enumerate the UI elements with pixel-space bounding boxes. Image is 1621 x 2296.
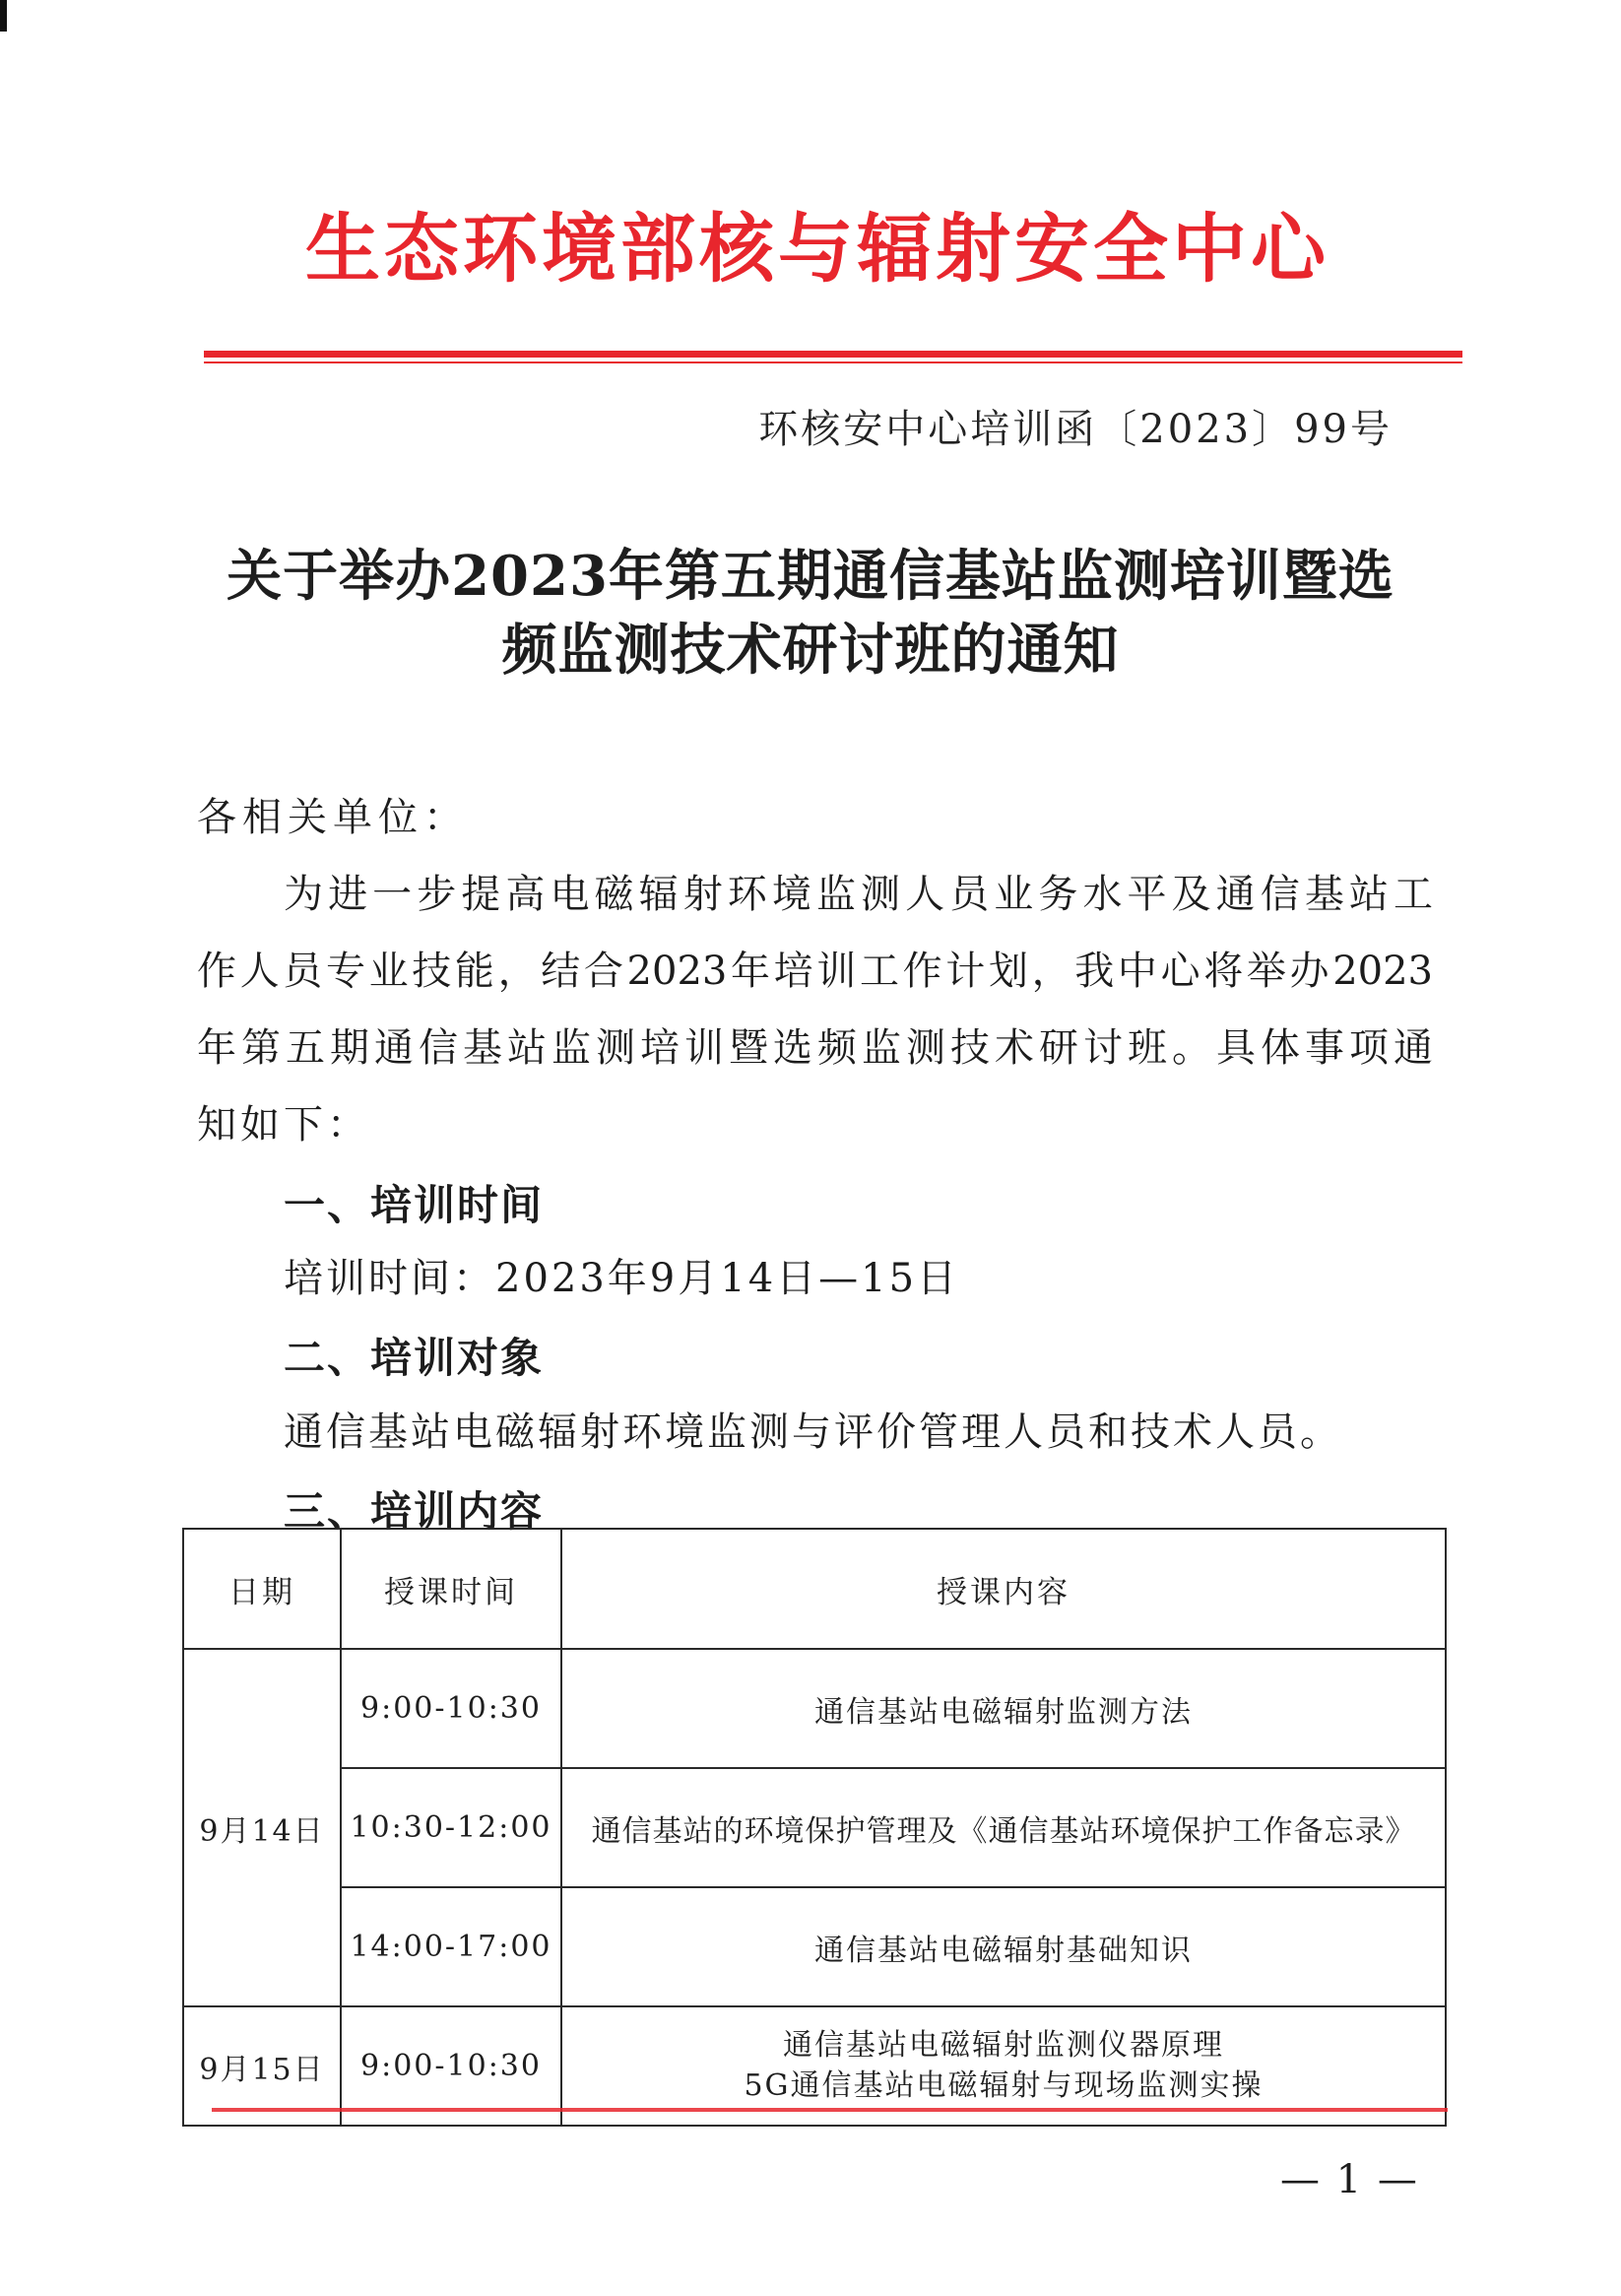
intro-line-1: 为进一步提高电磁辐射环境监测人员业务水平及通信基站工 <box>284 872 1433 917</box>
red-header-rule <box>204 351 1462 363</box>
table-row <box>183 1649 1446 1768</box>
topic-line: 通信基站电磁辐射监测仪器原理 <box>783 2028 1224 2063</box>
page-number: — 1 — <box>1280 2157 1419 2202</box>
section-content-target: 通信基站电磁辐射环境监测与评价管理人员和技术人员。 <box>284 1410 1342 1455</box>
schedule-table <box>182 1528 1447 2127</box>
section-content-time: 培训时间：2023年9月14日—15日 <box>284 1256 960 1301</box>
header-time: 授课时间 <box>341 1529 561 1649</box>
topic-line: 5G通信基站电磁辐射与现场监测实操 <box>744 2067 1264 2103</box>
document-title-line-1: 关于举办2023年第五期通信基站监测培训暨选 <box>227 544 1394 609</box>
section-heading-target: 二、培训对象 <box>284 1334 545 1382</box>
document-number: 环核安中心培训函〔2023〕99号 <box>758 407 1393 452</box>
topic-cell: 通信基站电磁辐射基础知识 <box>561 1887 1446 2006</box>
intro-line-4: 知如下： <box>197 1102 370 1148</box>
date-cell: 9月15日 <box>183 2006 341 2126</box>
date-cell: 9月14日 <box>183 1649 341 2006</box>
addressee: 各相关单位： <box>197 795 469 840</box>
document-title-line-2: 频监测技术研讨班的通知 <box>501 618 1120 683</box>
section-heading-time: 一、培训时间 <box>284 1181 545 1229</box>
table-row <box>183 1887 1446 2006</box>
scan-edge-mark <box>0 0 7 32</box>
time-cell: 14:00-17:00 <box>341 1887 561 2006</box>
table-header-row <box>183 1529 1446 1649</box>
time-cell: 10:30-12:00 <box>341 1768 561 1887</box>
time-cell: 9:00-10:30 <box>341 2006 561 2126</box>
header-topic: 授课内容 <box>561 1529 1446 1649</box>
topic-cell: 通信基站电磁辐射监测方法 <box>561 1649 1446 1768</box>
section-heading-content: 三、培训内容 <box>284 1487 545 1536</box>
org-header: 生态环境部核与辐射安全中心 <box>305 205 1329 293</box>
table-row <box>183 1768 1446 1887</box>
red-footer-rule <box>212 2108 1448 2112</box>
header-date: 日期 <box>183 1529 341 1649</box>
intro-line-3: 年第五期通信基站监测培训暨选频监测技术研讨班。具体事项通 <box>197 1025 1433 1071</box>
topic-cell: 通信基站的环境保护管理及《通信基站环境保护工作备忘录》 <box>561 1768 1446 1887</box>
time-cell: 9:00-10:30 <box>341 1649 561 1768</box>
intro-line-2: 作人员专业技能，结合2023年培训工作计划，我中心将举办2023 <box>197 949 1433 994</box>
